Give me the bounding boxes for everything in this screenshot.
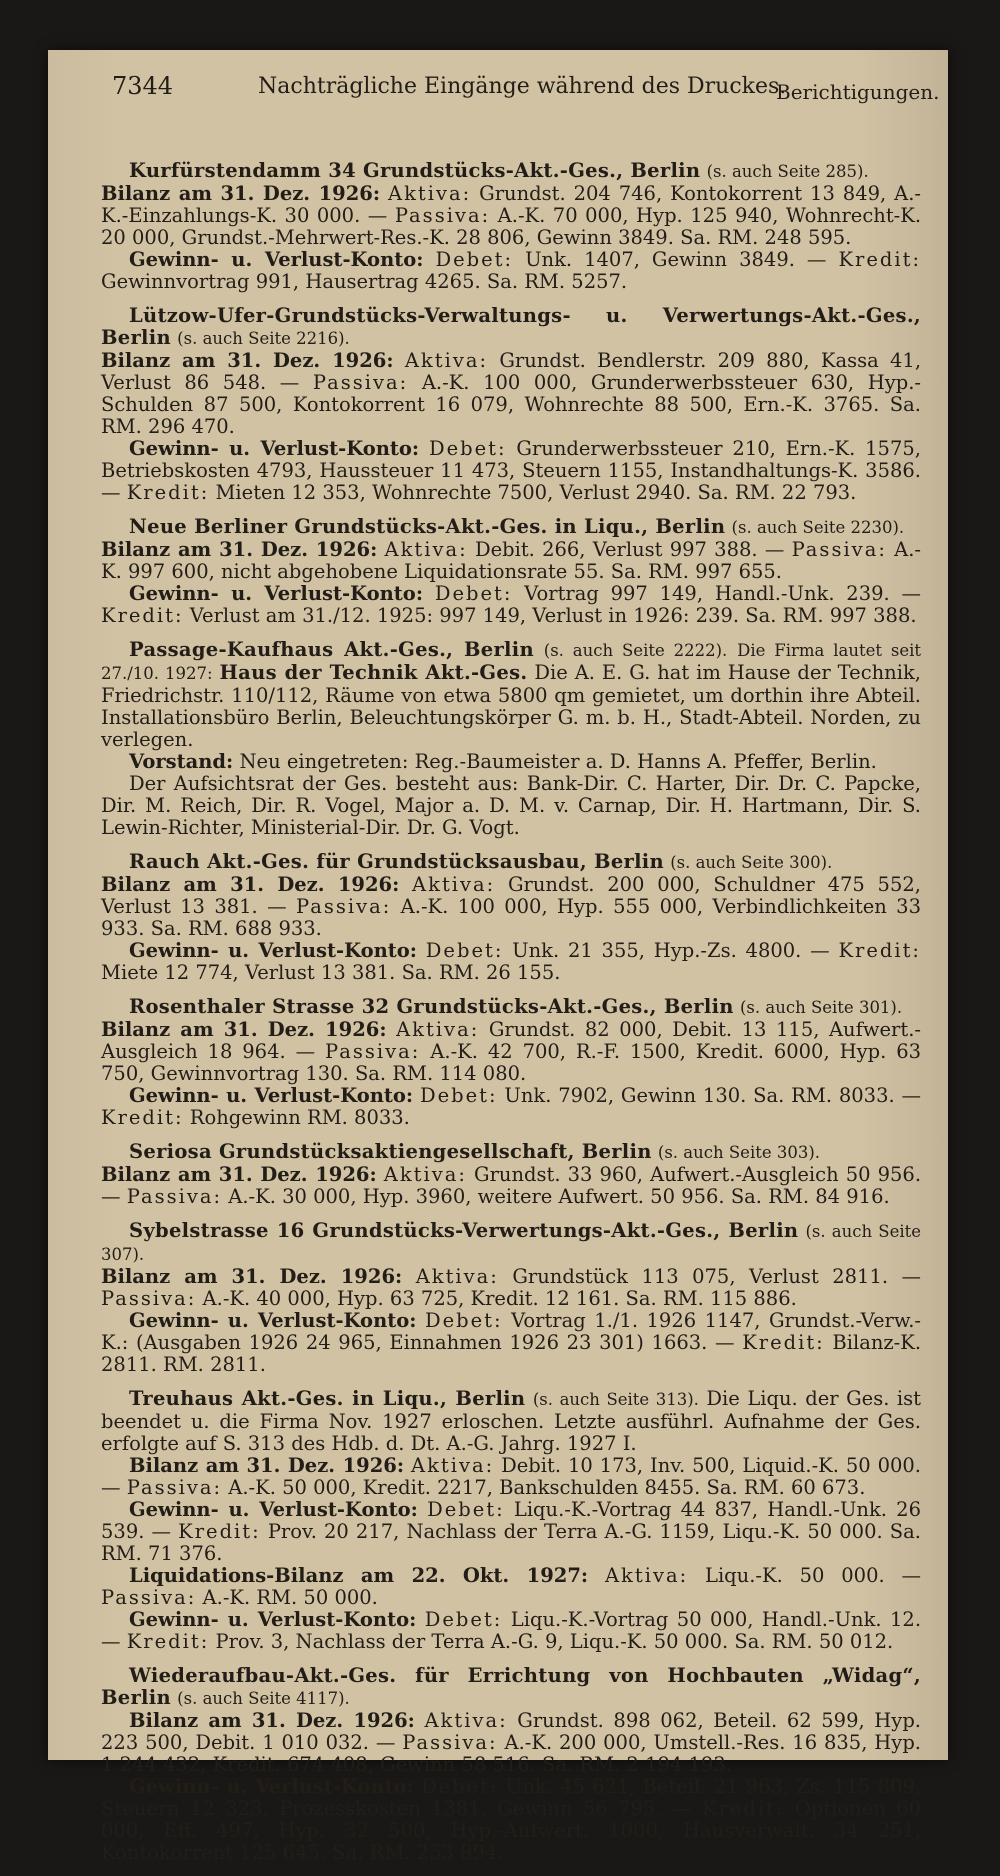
debet-label: Debet: — [428, 437, 507, 460]
kredit-text: Verlust am 31./12. 1925: 997 149, Verlust in 1926: 239. Sa. RM. 997 388. — [189, 604, 917, 627]
bilanz-label: Bilanz am 31. Dez. 1926: — [101, 873, 400, 896]
vorstand-paragraph — [101, 751, 921, 773]
company-name: Lützow-Ufer-Grundstücks-Verwaltungs- u. Verwertungs-Akt.-Ges., Berlin — [101, 304, 921, 349]
passiva-label: Passiva: — [402, 1731, 498, 1754]
debet-text: Liqu.-K.-Vortrag 50 000, Handl.-Unk. 12. — — [101, 1608, 922, 1653]
entry-intro: Die Liqu. der Ges. ist beendet u. die Firma Nov. 1927 erloschen. Letzte ausführl. Aufnahme der Ges. erfolgte auf S. 313 des Hdb. d. Dt. A.-G. Jahrg. 1927 I. — [101, 1387, 921, 1455]
guv-paragraph — [101, 249, 921, 293]
aktiva-text: Debit. 10 173, Inv. 500, Liquid.-K. 50 000. — — [101, 1454, 921, 1499]
kredit-label: Kredit: — [178, 1520, 261, 1543]
bilanz-paragraph — [101, 539, 921, 583]
cross-reference: (s. auch Seite 313). — [532, 1390, 699, 1409]
document-page — [48, 50, 948, 1864]
aktiva-label: Aktiva: — [396, 1018, 480, 1041]
passiva-label: Passiva: — [101, 1586, 197, 1609]
debet-text: Grunderwerbssteuer 210, Ern.-K. 1575, Betriebskosten 4793, Haussteuer 11 473, Steuern 1155, Instandhaltungs-K. 3586. — — [101, 437, 921, 504]
kredit-label: Kredit: — [838, 248, 922, 271]
company-name: Seriosa Grundstücksaktiengesellschaft, Berlin — [129, 1140, 652, 1163]
entry-title-line — [101, 305, 921, 350]
company-entry — [101, 1665, 921, 1864]
guv-paragraph — [101, 1085, 921, 1129]
company-entry — [101, 1220, 921, 1376]
entry-title-line — [101, 1388, 921, 1455]
cross-reference: (s. auch Seite 2230). — [731, 518, 905, 537]
aktiva-text: Liqu.-K. 50 000. — — [705, 1564, 922, 1587]
aktiva-text: Grundst. 200 000, Schuldner 475 552, Verlust 13 381. — — [101, 873, 921, 918]
kredit-text: Rohgewinn RM. 8033. — [189, 1106, 410, 1129]
company-entry — [101, 1388, 921, 1653]
company-name: Rosenthaler Strasse 32 Grundstücks-Akt.-Ges., Berlin — [129, 995, 734, 1018]
new-company-name: Haus der Technik Akt.-Ges. — [219, 661, 528, 684]
entry-text: Die A. E. G. hat im Hause der Technik, Friedrichstr. 110/112, Räume von etwa 5800 qm gemietet, um dorthin ihre Abteil. Installationsbüro Berlin, Beleuchtungskörper G. m. b. H., Stadt-Abteil. Norden, zu verlegen. — [101, 661, 921, 751]
bilanz-paragraph — [101, 350, 921, 438]
aktiva-label: Aktiva: — [412, 873, 496, 896]
cross-reference: (s. auch Seite 2222). — [543, 641, 728, 660]
entry-title-line — [101, 1220, 921, 1266]
passiva-text: A.-K. 30 000, Hyp. 3960, weitere Aufwert. 50 956. Sa. RM. 84 916. — [228, 1185, 890, 1208]
aktiva-text: Grundstück 113 075, Verlust 2811. — — [512, 1265, 922, 1288]
bilanz-label: Bilanz am 31. Dez. 1926: — [101, 1018, 387, 1041]
section-label: Berichtigungen. — [776, 80, 940, 104]
guv-label: Gewinn- u. Verlust-Konto: — [129, 1775, 414, 1798]
kredit-label: Kredit: — [101, 1106, 184, 1129]
kredit-label: Kredit: — [126, 481, 210, 504]
guv-paragraph — [101, 1609, 921, 1653]
kredit-label: Kredit: — [701, 1797, 785, 1820]
passiva-text: A.-K. 40 000, Hyp. 63 725, Kredit. 12 161. Sa. RM. 115 886. — [202, 1287, 797, 1310]
passiva-text: A.-K. 997 600, nicht abgehobene Liquidationsrate 55. Sa. RM. 997 655. — [101, 538, 922, 583]
debet-label: Debet: — [424, 1608, 503, 1631]
kredit-text: Miete 12 774, Verlust 13 381. Sa. RM. 26 155. — [101, 961, 561, 984]
bilanz-label: Bilanz am 31. Dez. 1926: — [101, 182, 381, 205]
aktiva-text: Grundst. 204 746, Kontokorrent 13 849, A.-K.-Einzahlungs-K. 30 000. — — [101, 182, 922, 227]
bilanz-label: Bilanz am 31. Dez. 1926: — [129, 1709, 415, 1732]
guv-label: Gewinn- u. Verlust-Konto: — [129, 582, 424, 605]
bilanz-paragraph — [101, 183, 921, 249]
guv-label: Gewinn- u. Verlust-Konto: — [129, 939, 417, 962]
debet-label: Debet: — [424, 1309, 503, 1332]
guv-paragraph — [101, 438, 921, 504]
debet-label: Debet: — [421, 1775, 499, 1798]
passiva-label: Passiva: — [394, 204, 491, 227]
passiva-text: A.-K. 100 000, Grunderwerbssteuer 630, Hyp.-Schulden 87 500, Kontokorrent 16 079, Wohnrechte 88 500, Ern.-K. 3765. Sa. RM. 296 470. — [101, 371, 921, 438]
guv-paragraph — [101, 1776, 921, 1864]
entry-title-line — [101, 160, 921, 183]
passiva-label: Passiva: — [791, 538, 887, 561]
guv-paragraph — [101, 583, 921, 627]
cross-reference: (s. auch Seite 303). — [657, 1143, 821, 1162]
aktiva-label: Aktiva: — [410, 1454, 495, 1477]
vorstand-label: Vorstand: — [129, 750, 234, 773]
aktiva-text: Grundst. 898 062, Beteil. 62 599, Hyp. 223 500, Debit. 1 010 032. — — [101, 1709, 921, 1754]
bilanz-label: Bilanz am 31. Dez. 1926: — [101, 349, 394, 372]
passiva-text: A.-K. 70 000, Hyp. 125 940, Wohnrecht-K. 20 000, Grundst.-Mehrwert-Res.-K. 28 806, Gewinn 3849. Sa. RM. 248 595. — [101, 204, 922, 249]
aktiva-text: Grundst. Bendlerstr. 209 880, Kassa 41, Verlust 86 548. — — [101, 349, 922, 394]
debet-text: Unk. 45 621, Beteil. 21 963, Zs. 115 809, Steuern 12 323, Prozesskosten 1381, Gewinn 56 795. — — [101, 1775, 921, 1820]
passiva-text: A.-K. 200 000, Umstell.-Res. 16 835, Hyp. 1 244 432, Kredit. 674 408, Gewinn 58 516. Sa. RM. 2 194 193. — [101, 1731, 921, 1776]
debet-label: Debet: — [425, 939, 504, 962]
passiva-label: Passiva: — [295, 895, 392, 918]
kredit-text: Prov. 3, Nachlass der Terra A.-G. 9, Liqu.-K. 50 000. Sa. RM. 50 012. — [215, 1630, 894, 1653]
aktiva-text: Grundst. 82 000, Debit. 13 115, Aufwert.-Ausgleich 18 964. — — [101, 1018, 921, 1063]
debet-label: Debet: — [435, 248, 514, 271]
aktiva-label: Aktiva: — [424, 1709, 508, 1732]
kredit-text: Prov. 20 217, Nachlass der Terra A.-G. 1159, Liqu.-K. 50 000. Sa. RM. 71 376. — [101, 1520, 921, 1565]
debet-text: Vortrag 1./1. 1926 1147, Grundst.-Verw.-K.: (Ausgaben 1926 24 965, Einnahmen 1926 23 301) 1663. — — [101, 1309, 922, 1354]
page-header — [112, 64, 940, 114]
passiva-text: A.-K. RM. 50 000. — [202, 1586, 378, 1609]
company-entry — [101, 639, 921, 839]
passiva-text: A.-K. 100 000, Hyp. 555 000, Verbindlichkeiten 33 933. Sa. RM. 688 933. — [101, 895, 921, 940]
cross-reference: (s. auch Seite 300). — [670, 853, 833, 872]
company-entry — [101, 516, 921, 627]
aktiva-label: Aktiva: — [604, 1564, 689, 1587]
company-name: Neue Berliner Grundstücks-Akt.-Ges. in Liqu., Berlin — [129, 515, 726, 538]
kredit-text: Mieten 12 353, Wohnrechte 7500, Verlust 2940. Sa. RM. 22 793. — [215, 481, 857, 504]
guv-label: Gewinn- u. Verlust-Konto: — [129, 1084, 414, 1107]
aufsichtsrat-paragraph — [101, 773, 921, 839]
aktiva-label: Aktiva: — [383, 1163, 467, 1186]
kredit-text: Bilanz-K. 2811. RM. 2811. — [101, 1331, 922, 1376]
bilanz-label: Bilanz am 31. Dez. 1926: — [101, 538, 378, 561]
entry-title-line — [101, 996, 921, 1019]
kredit-label: Kredit: — [742, 1331, 825, 1354]
aufsichtsrat-text: Der Aufsichtsrat der Ges. besteht aus: Bank-Dir. C. Harter, Dir. Dr. C. Papcke, Dir. M. Reich, Dir. R. Vogel, Major a. D. M. v. Carnap, Dir. H. Hartmann, Dir. S. Lewin-Richter, Ministerial-Dir. Dr. G. Vogt. — [101, 772, 921, 839]
bilanz-label: Bilanz am 31. Dez. 1926: — [129, 1454, 405, 1477]
company-entry — [101, 996, 921, 1129]
bilanz-paragraph — [101, 1164, 921, 1208]
company-entry — [101, 851, 921, 984]
guv-paragraph — [101, 940, 921, 984]
entry-title-line — [101, 639, 921, 751]
debet-text: Unk. 1407, Gewinn 3849. — — [525, 248, 827, 271]
guv-label: Gewinn- u. Verlust-Konto: — [129, 1608, 417, 1631]
aktiva-label: Aktiva: — [404, 349, 489, 372]
bilanz-label: Bilanz am 31. Dez. 1926: — [101, 1163, 377, 1186]
running-title: Nachträgliche Eingänge während des Druckes. — [258, 74, 787, 99]
debet-label: Debet: — [434, 582, 513, 605]
passiva-label: Passiva: — [126, 1476, 223, 1499]
cross-reference: (s. auch Seite 2216). — [177, 329, 350, 348]
debet-text: Unk. 21 355, Hyp.-Zs. 4800. — — [512, 939, 830, 962]
kredit-text: Optionen 60 000, Eff. 497, Hyp. 32 500, Hyp.-Aufwert. 1000, Hausverwalt. 34 251, Kontokorrent 125 645. Sa. RM. 253 894. — [101, 1797, 922, 1864]
bilanz-label: Bilanz am 31. Dez. 1926: — [101, 1265, 403, 1288]
company-entry — [101, 160, 921, 293]
vorstand-text: Neu eingetreten: Reg.-Baumeister a. D. Hanns A. Pfeffer, Berlin. — [239, 750, 877, 773]
cross-reference: (s. auch Seite 307). — [101, 1222, 922, 1264]
aktiva-label: Aktiva: — [415, 1265, 499, 1288]
liquidations-bilanz-paragraph — [101, 1565, 921, 1609]
guv-label: Gewinn- u. Verlust-Konto: — [129, 437, 420, 460]
company-name: Kurfürstendamm 34 Grundstücks-Akt.-Ges., Berlin — [129, 159, 701, 182]
aktiva-text: Debit. 266, Verlust 997 388. — — [474, 538, 785, 561]
bilanz-paragraph — [101, 1019, 921, 1085]
cross-reference: (s. auch Seite 4117). — [177, 1689, 350, 1708]
passiva-label: Passiva: — [126, 1185, 223, 1208]
guv-paragraph — [101, 1499, 921, 1565]
entry-title-line — [101, 516, 921, 539]
debet-text: Vortrag 997 149, Handl.-Unk. 239. — — [524, 582, 922, 605]
passiva-text: A.-K. 50 000, Kredit. 2217, Bankschulden 8455. Sa. RM. 60 673. — [228, 1476, 866, 1499]
entry-title-line — [101, 1141, 921, 1164]
entry-title-line — [101, 1665, 921, 1710]
entry-title-line — [101, 851, 921, 874]
passiva-label: Passiva: — [312, 371, 409, 394]
passiva-label: Passiva: — [101, 1287, 197, 1310]
company-name: Sybelstrasse 16 Grundstücks-Verwertungs-Akt.-Ges., Berlin — [129, 1219, 799, 1242]
aktiva-label: Aktiva: — [388, 182, 472, 205]
bilanz-paragraph — [101, 1710, 921, 1776]
kredit-label: Kredit: — [838, 939, 921, 962]
entries-list — [101, 160, 921, 1876]
cross-reference: (s. auch Seite 285). — [706, 162, 869, 181]
company-name: Rauch Akt.-Ges. für Grundstücksausbau, Berlin — [129, 850, 664, 873]
kredit-text: Gewinnvortrag 991, Hausertrag 4265. Sa. RM. 5257. — [101, 270, 628, 293]
company-name: Wiederaufbau-Akt.-Ges. für Errichtung von Hochbauten „Widag“, Berlin — [101, 1664, 921, 1709]
kredit-label: Kredit: — [126, 1630, 210, 1653]
bilanz-paragraph — [101, 1455, 921, 1499]
rename-intro: Die Firma lautet seit 27./10. 1927: — [101, 641, 921, 683]
debet-text: Liqu.-K.-Vortrag 44 837, Handl.-Unk. 26 539. — — [101, 1498, 921, 1543]
cross-reference: (s. auch Seite 301). — [739, 998, 903, 1017]
liquidations-bilanz-label: Liquidations-Bilanz am 22. Okt. 1927: — [129, 1564, 589, 1587]
bilanz-paragraph — [101, 874, 921, 940]
guv-label: Gewinn- u. Verlust-Konto: — [129, 1498, 418, 1521]
bilanz-paragraph — [101, 1266, 921, 1310]
page-number: 7344 — [112, 72, 174, 100]
company-entry — [101, 1141, 921, 1208]
company-name: Passage-Kaufhaus Akt.-Ges., Berlin — [129, 638, 534, 661]
debet-text: Unk. 7902, Gewinn 130. Sa. RM. 8033. — — [504, 1084, 922, 1107]
company-entry — [101, 305, 921, 504]
debet-label: Debet: — [427, 1498, 505, 1521]
company-name: Treuhaus Akt.-Ges. in Liqu., Berlin — [129, 1387, 526, 1410]
debet-label: Debet: — [419, 1084, 498, 1107]
passiva-text: A.-K. 42 700, R.-F. 1500, Kredit. 6000, Hyp. 63 750, Gewinnvortrag 130. Sa. RM. 114 080. — [101, 1040, 922, 1085]
kredit-label: Kredit: — [101, 604, 184, 627]
aktiva-label: Aktiva: — [384, 538, 468, 561]
guv-label: Gewinn- u. Verlust-Konto: — [129, 1309, 417, 1332]
passiva-label: Passiva: — [325, 1040, 421, 1063]
guv-paragraph — [101, 1310, 921, 1376]
aktiva-text: Grundst. 33 960, Aufwert.-Ausgleich 50 956. — — [101, 1163, 922, 1208]
guv-label: Gewinn- u. Verlust-Konto: — [129, 248, 424, 271]
